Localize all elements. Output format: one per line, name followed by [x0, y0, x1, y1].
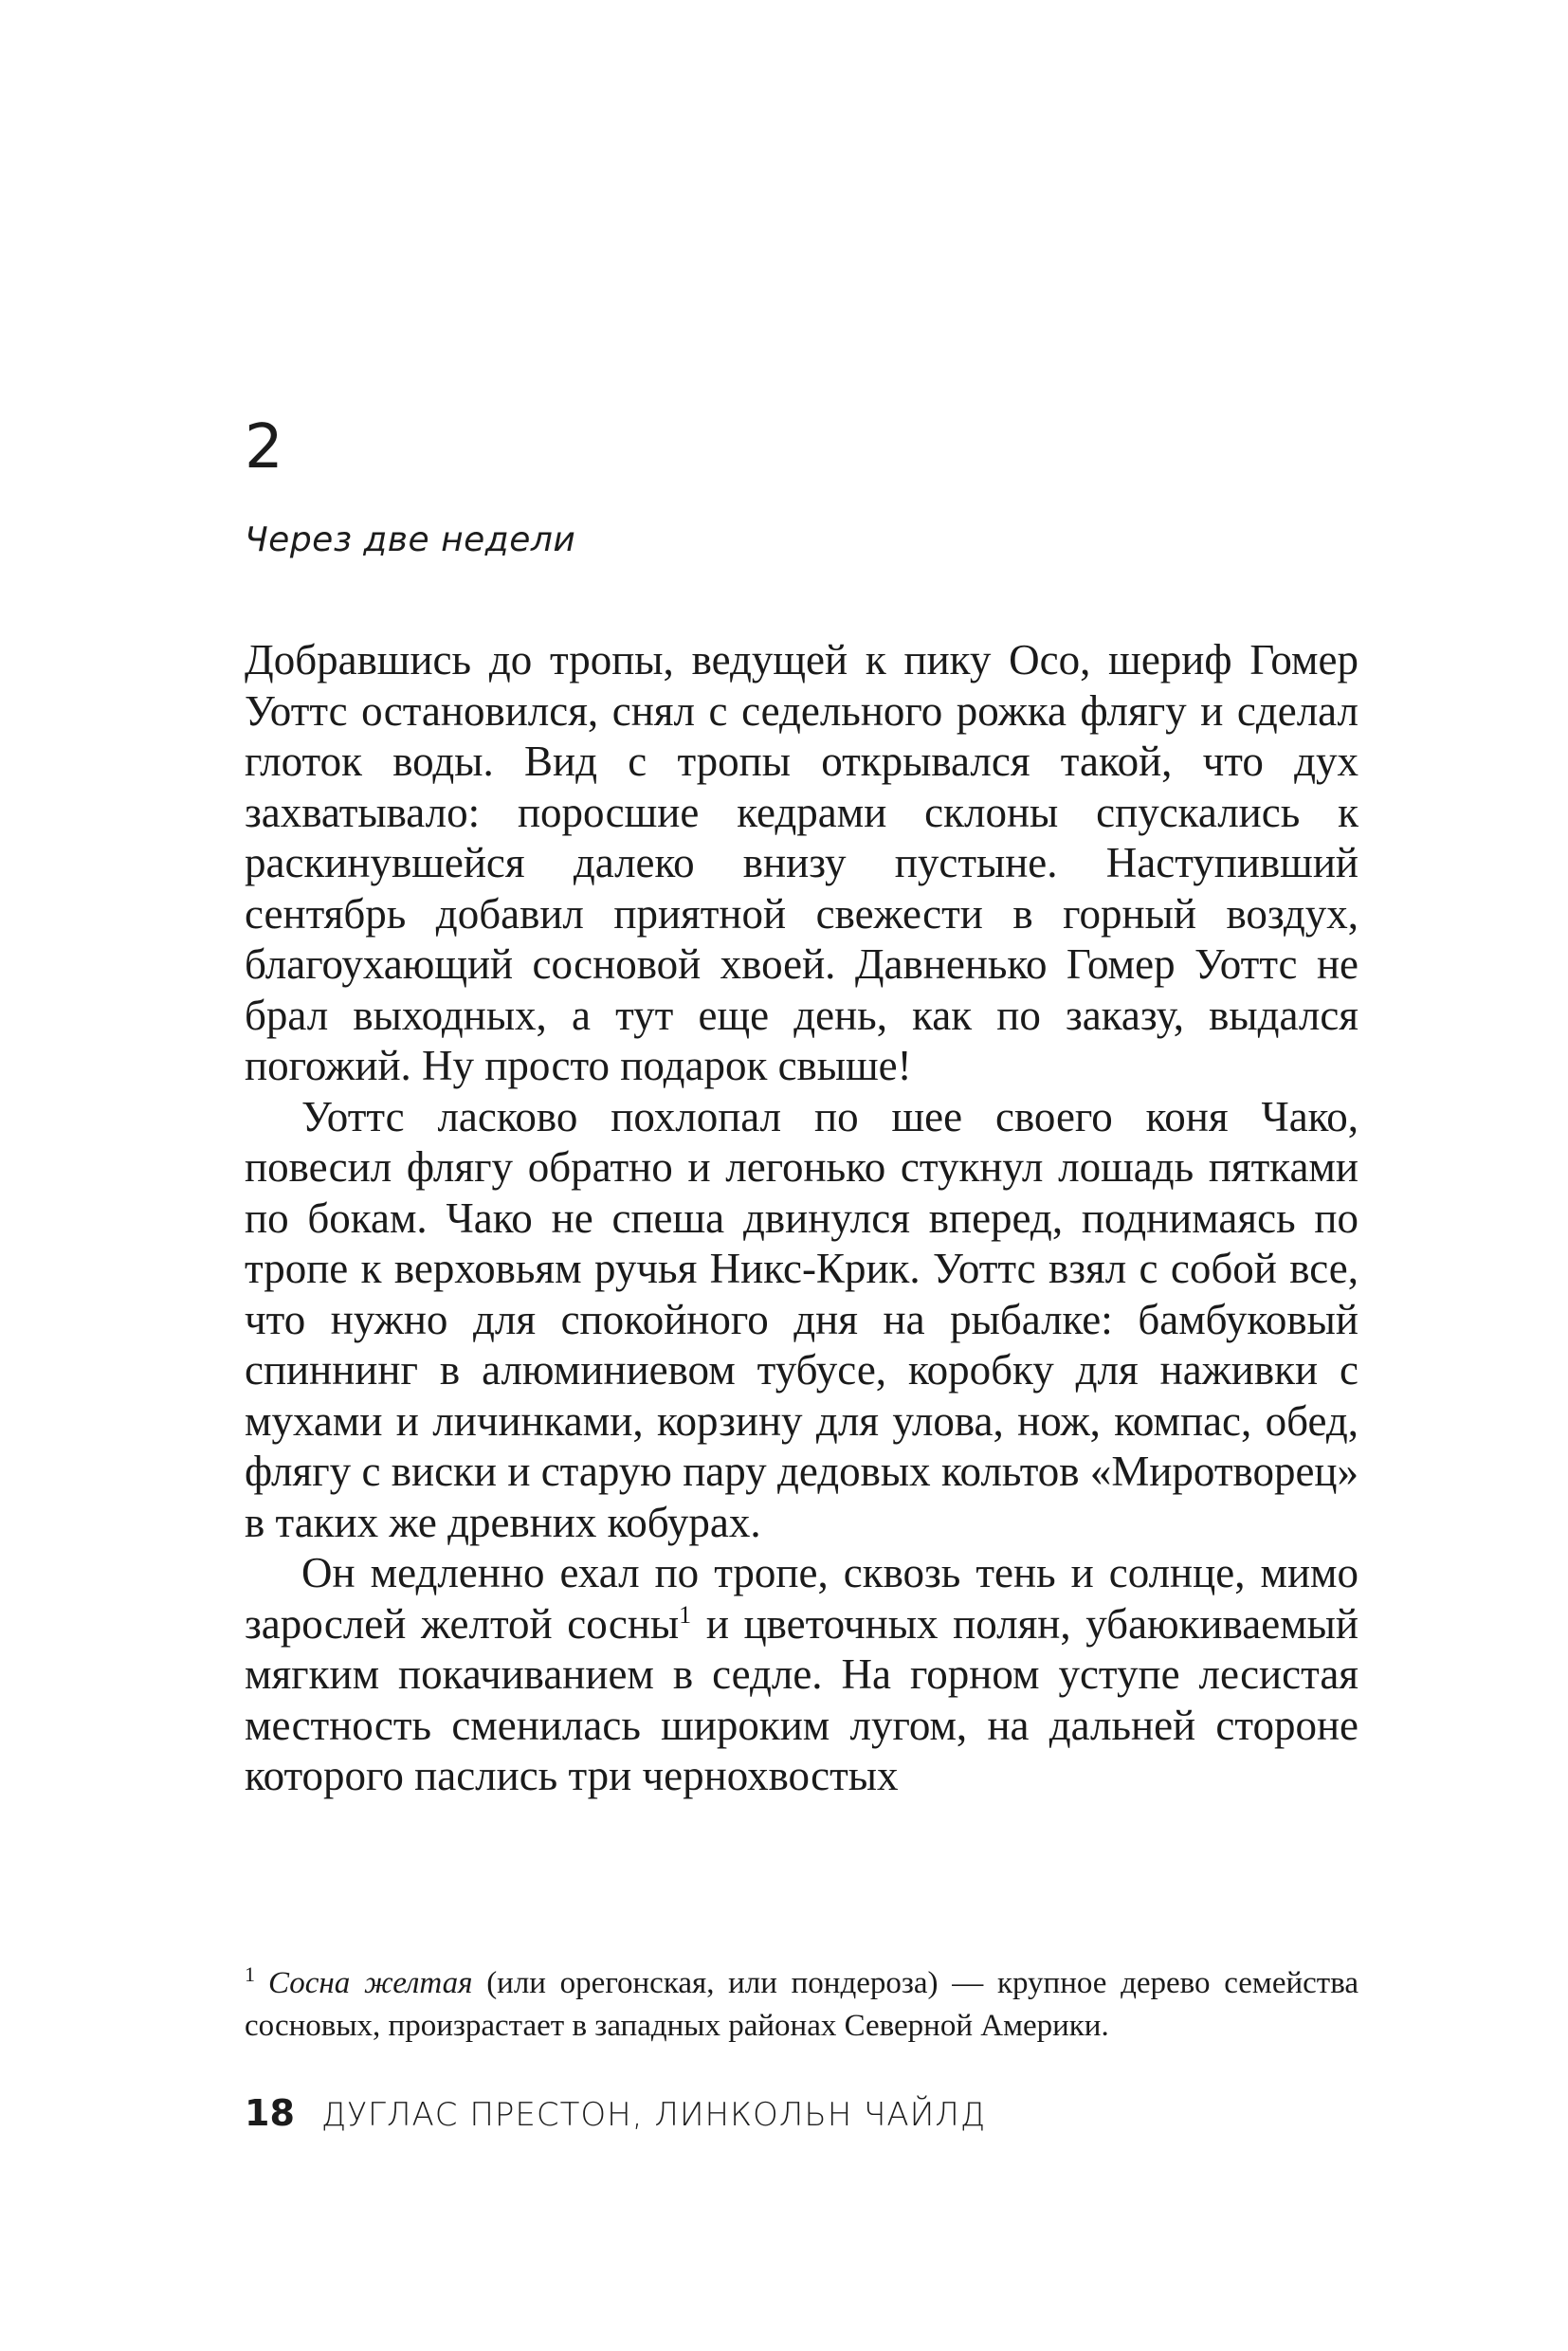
body-text	[245, 635, 1358, 1802]
footnote-reference: 1	[679, 1600, 692, 1629]
footnote-term: Сосна желтая	[268, 1966, 473, 2000]
paragraph-3-before-ref: Он медленно ехал по тропе, сквозь тень и солнце, мимо зарослей желтой сосны	[245, 1549, 1358, 1648]
paragraph-2: Уоттс ласково похлопал по шее своего коня Чако, повесил флягу обратно и легонько стукнул лошадь пятками по бокам. Чако не спеша двинулся вперед, поднимаясь по тропе к верховьям ручья Никс-Крик. Уоттс взял с собой все, что нужно для спокойного дня на рыбалке: бамбуковый спиннинг в алюминиевом тубусе, коробку для наживки с мухами и личинками, корзину для улова, нож, компас, обед, флягу с виски и старую пару дедовых кольтов «Миротворец» в таких же древних кобурах.	[245, 1092, 1358, 1546]
page-number: 18	[245, 2092, 295, 2134]
footnote-text: (или орегонская, или пондероза) — крупное дерево семейства сосновых, произрастает в западных районах Северной Америки.	[245, 1966, 1358, 2043]
paragraph-1: Добравшись до тропы, ведущей к пику Осо, шериф Гомер Уоттс остановился, снял с седельного рожка флягу и сделал глоток воды. Вид с тропы открывался такой, что дух захватывало: поросшие кедрами склоны спускались к раскинувшейся далеко внизу пустыне. Наступивший сентябрь добавил приятной свежести в горный воздух, благоухающий сосновой хвоей. Давненько Гомер Уоттс не брал выходных, а тут еще день, как по заказу, выдался погожий. Ну просто подарок свыше!	[245, 636, 1358, 1089]
paragraph-3	[245, 1548, 1358, 1802]
paragraph-3-after-ref: и цветочных полян, убаюкиваемый мягким покачиванием в седле. На горном уступе лесистая местность сменилась широким лугом, на дальней стороне которого паслись три чернохвостых	[245, 1599, 1358, 1799]
chapter-subtitle: Через две недели	[245, 520, 576, 559]
running-title: ДУГЛАС ПРЕСТОН, ЛИНКОЛЬН ЧАЙЛД	[320, 2096, 987, 2134]
footnote-mark: 1	[245, 1962, 255, 1986]
chapter-number: 2	[245, 412, 283, 483]
footnote	[245, 1962, 1358, 2048]
running-footer	[245, 2092, 987, 2134]
